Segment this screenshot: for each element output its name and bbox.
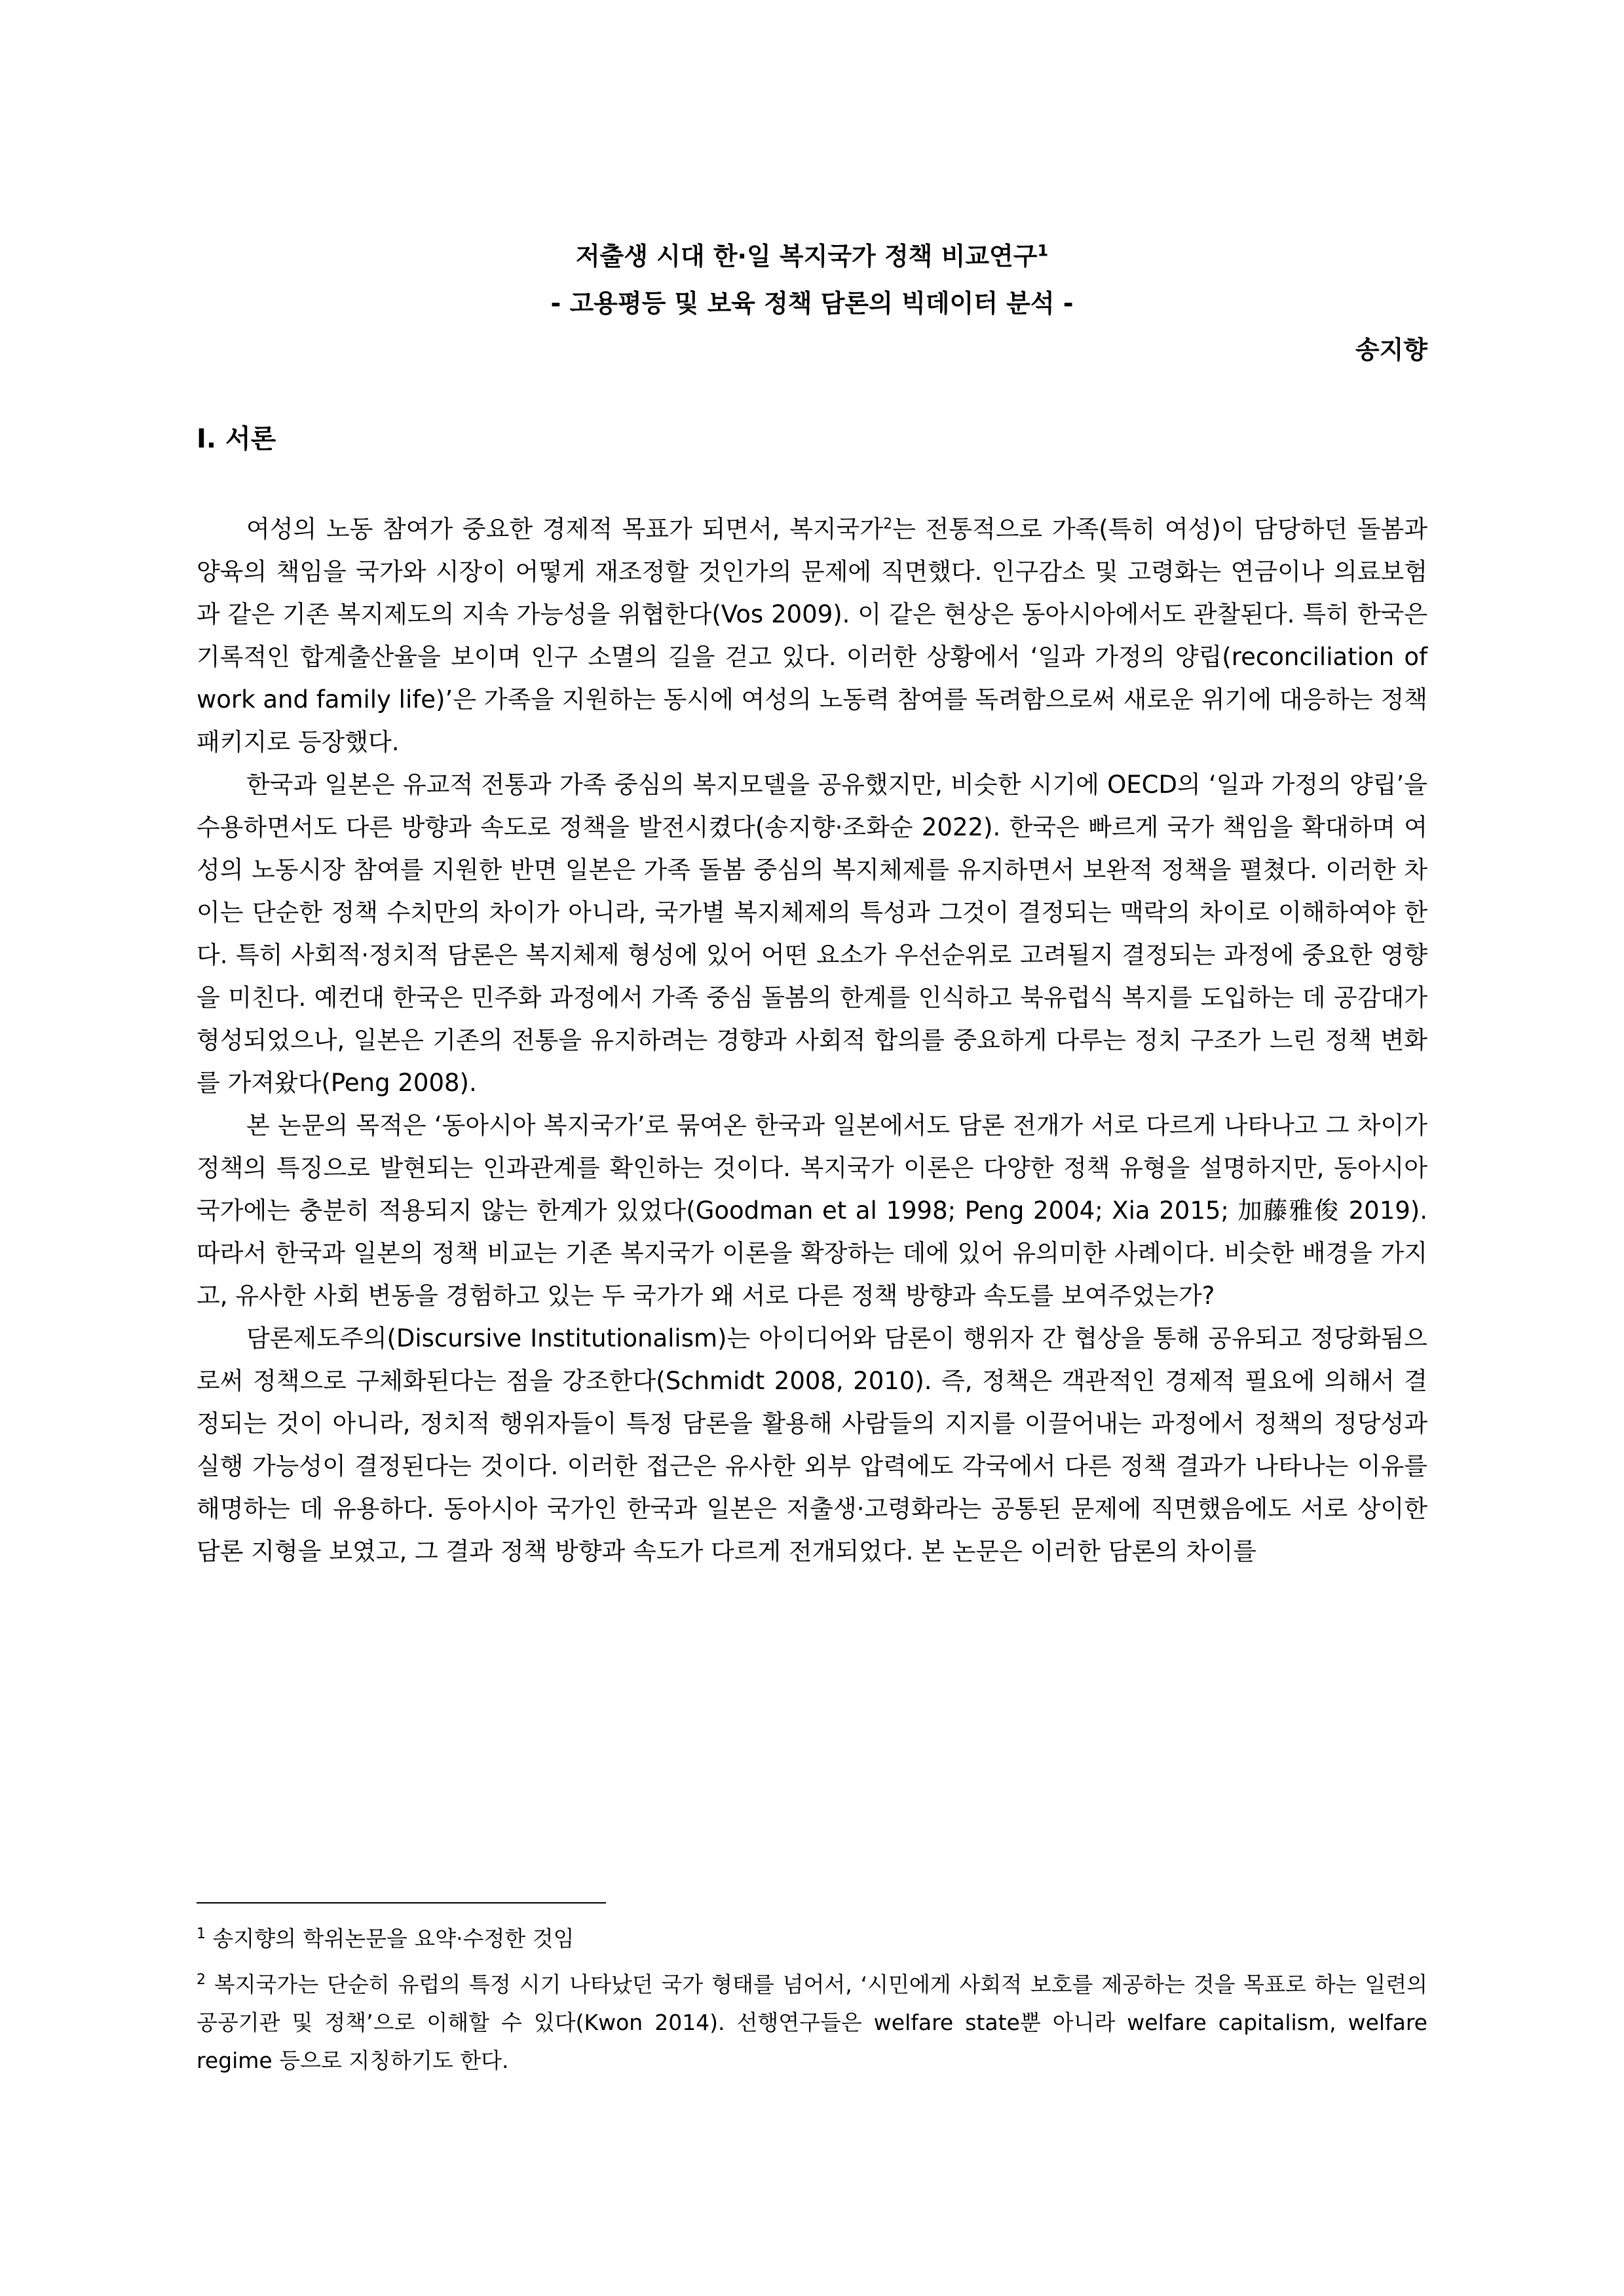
title-subtitle: - 고용평등 및 보육 정책 담론의 빅데이터 분석 - <box>550 289 1074 318</box>
title-footnote-mark: 1 <box>1037 241 1049 260</box>
section-heading: Ⅰ. 서론 <box>197 424 276 454</box>
author-name: 송지향 <box>1355 335 1427 364</box>
footnote-2-mark: 2 <box>197 1972 206 1988</box>
footnote-separator <box>197 1902 606 1904</box>
paper-title <box>197 233 1427 327</box>
title-main <box>197 233 1427 280</box>
paragraph-1-start: 여성의 노동 참여가 중요한 경제적 목표가 되면서, 복지국가 <box>246 515 884 543</box>
body-text <box>197 508 1427 1573</box>
footnote-1-text: 송지향의 학위논문을 요약·수정한 것임 <box>212 1926 575 1951</box>
footnote-1-mark: 1 <box>197 1926 206 1942</box>
paragraph-1-footnote-mark: 2 <box>883 516 893 533</box>
footnote-1 <box>197 1920 1427 1958</box>
footnote-2 <box>197 1966 1427 2080</box>
paragraph-2: 한국과 일본은 유교적 전통과 가족 중심의 복지모델을 공유했지만, 비슷한 시기에 OECD의 ‘일과 가정의 양립’을 수용하면서도 다른 방향과 속도로 정책을 발전시켰다(송지향·조화순 2022). 한국은 빠르게 국가 책임을 확대하며 여성의 노동시장 참여를 지원한 반면 일본은 가족 돌봄 중심의 복지체제를 유지하면서 보완적 정책을 펼쳤다. 이러한 차이는 단순한 정책 수치만의 차이가 아니라, 국가별 복지체제의 특성과 그것이 결정되는 맥락의 차이로 이해하여야 한다. 특히 사회적·정치적 담론은 복지체제 형성에 있어 어떤 요소가 우선순위로 고려될지 결정되는 과정에 중요한 영향을 미친다. 예컨대 한국은 민주화 과정에서 가족 중심 돌봄의 한계를 인식하고 북유럽식 복지를 도입하는 데 공감대가 형성되었으나, 일본은 기존의 전통을 유지하려는 경향과 사회적 합의를 중요하게 다루는 정치 구조가 느린 정책 변화를 가져왔다(Peng 2008). <box>197 771 1427 1097</box>
paragraph-1 <box>197 508 1427 763</box>
paragraph-4: 담론제도주의(Discursive Institutionalism)는 아이디어와 담론이 행위자 간 협상을 통해 공유되고 정당화됨으로써 정책으로 구체화된다는 점을 강조한다(Schmidt 2008, 2010). 즉, 정책은 객관적인 경제적 필요에 의해서 결정되는 것이 아니라, 정치적 행위자들이 특정 담론을 활용해 사람들의 지지를 이끌어내는 과정에서 정책의 정당성과 실행 가능성이 결정된다는 것이다. 이러한 접근은 유사한 외부 압력에도 각국에서 다른 정책 결과가 나타나는 이유를 해명하는 데 유용하다. 동아시아 국가인 한국과 일본은 저출생·고령화라는 공통된 문제에 직면했음에도 서로 상이한 담론 지형을 보였고, 그 결과 정책 방향과 속도가 다르게 전개되었다. 본 논문은 이러한 담론의 차이를 <box>197 1324 1427 1565</box>
paragraph-1-rest: 는 전통적으로 가족(특히 여성)이 담당하던 돌봄과 양육의 책임을 국가와 시장이 어떻게 재조정할 것인가의 문제에 직면했다. 인구감소 및 고령화는 연금이나 의료보험과 같은 기존 복지제도의 지속 가능성을 위협한다(Vos 2009). 이 같은 현상은 동아시아에서도 관찰된다. 특히 한국은 기록적인 합계출산율을 보이며 인구 소멸의 길을 걷고 있다. 이러한 상황에서 ‘일과 가정의 양립(reconciliation of work and family life)’은 가족을 지원하는 동시에 여성의 노동력 참여를 독려함으로써 새로운 위기에 대응하는 정책 패키지로 등장했다. <box>197 515 1428 756</box>
footnote-2-text: 복지국가는 단순히 유럽의 특정 시기 나타났던 국가 형태를 넘어서, ‘시민에게 사회적 보호를 제공하는 것을 목표로 하는 일련의 공공기관 및 정책’으로 이해할 수 있다(Kwon 2014). 선행연구들은 welfare state뿐 아니라 welfare capitalism, welfare regime 등으로 지칭하기도 한다. <box>197 1972 1427 2073</box>
title-main-text: 저출생 시대 한·일 복지국가 정책 비교연구 <box>575 242 1038 271</box>
paragraph-3: 본 논문의 목적은 ‘동아시아 복지국가’로 묶여온 한국과 일본에서도 담론 전개가 서로 다르게 나타나고 그 차이가 정책의 특징으로 발현되는 인과관계를 확인하는 것이다. 복지국가 이론은 다양한 정책 유형을 설명하지만, 동아시아 국가에는 충분히 적용되지 않는 한계가 있었다(Goodman et al 1998; Peng 2004; Xia 2015; 加藤雅俊 2019). 따라서 한국과 일본의 정책 비교는 기존 복지국가 이론을 확장하는 데에 있어 유의미한 사례이다. 비슷한 배경을 가지고, 유사한 사회 변동을 경험하고 있는 두 국가가 왜 서로 다른 정책 방향과 속도를 보여주었는가? <box>197 1111 1427 1310</box>
